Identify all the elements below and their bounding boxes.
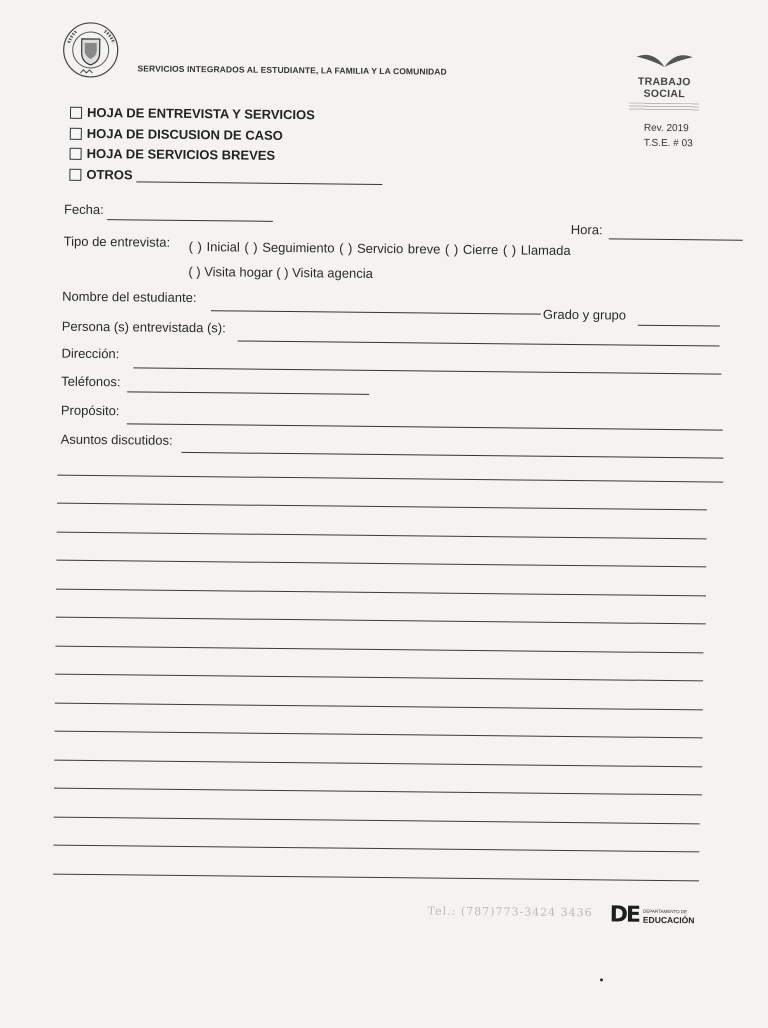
tipo-entrevista-label: Tipo de entrevista: (63, 233, 171, 250)
government-seal-icon (60, 21, 123, 80)
tipo-options-line1[interactable]: ( ) Inicial ( ) Seguimiento ( ) Servicio breve ( ) Cierre ( ) Llamada (188, 238, 571, 258)
department-small-label: DEPARTAMENTO DE (642, 908, 688, 914)
stray-mark (600, 978, 603, 981)
trabajo-social-logo (616, 50, 713, 111)
writing-line[interactable] (56, 560, 706, 568)
writing-line[interactable] (53, 845, 699, 853)
checkbox[interactable] (70, 107, 82, 119)
writing-line[interactable] (54, 788, 702, 796)
direccion-blank[interactable] (133, 353, 721, 374)
writing-line[interactable] (56, 617, 706, 625)
checkbox[interactable] (70, 127, 82, 139)
revision-label: Rev. 2019 (643, 122, 689, 135)
writing-line[interactable] (55, 731, 703, 739)
form-type-list (69, 103, 383, 188)
telefonos-label: Teléfonos: (61, 373, 121, 390)
grado-grupo-label: Grado y grupo (542, 306, 627, 323)
writing-line[interactable] (55, 674, 703, 682)
hora-blank[interactable] (609, 224, 743, 240)
revision-block (644, 121, 693, 152)
de-logo-mark: DE (609, 902, 640, 928)
proposito-blank[interactable] (127, 409, 723, 430)
department-text (643, 906, 695, 925)
asuntos-label: Asuntos discutidos: (60, 431, 173, 448)
wings-icon (635, 51, 695, 72)
writing-line[interactable] (57, 475, 723, 483)
asuntos-blank[interactable] (181, 438, 723, 459)
tipo-options-line2[interactable]: ( ) Visita hogar ( ) Visita agencia (188, 263, 373, 281)
nombre-estudiante-label: Nombre del estudiante: (62, 288, 197, 306)
logo-subtext-lines (629, 103, 699, 112)
form-type-label: HOJA DE ENTREVISTA Y SERVICIOS (86, 104, 315, 123)
hora-label: Hora: (570, 221, 603, 238)
form-code: T.S.E. # 03 (643, 137, 693, 150)
form-type-label: OTROS (86, 166, 133, 182)
writing-line[interactable] (53, 874, 699, 882)
checkbox[interactable] (69, 168, 81, 180)
persona-blank[interactable] (238, 327, 720, 347)
nombre-blank[interactable] (211, 296, 541, 314)
persona-entrevistada-label: Persona (s) entrevistada (s): (61, 318, 226, 336)
writing-line[interactable] (57, 532, 707, 540)
form-type-label: HOJA DE SERVICIOS BREVES (86, 145, 276, 163)
writing-line[interactable] (55, 646, 703, 654)
writing-line[interactable] (54, 760, 702, 768)
otros-blank[interactable] (137, 168, 383, 186)
direccion-label: Dirección: (61, 345, 120, 362)
telefonos-blank[interactable] (127, 377, 369, 395)
form-type-option[interactable] (69, 164, 382, 188)
form-type-label: HOJA DE DISCUSION DE CASO (86, 125, 283, 143)
footer-phone: Tel.: (787)773-3424 3436 (427, 904, 593, 920)
checkbox[interactable] (70, 148, 82, 160)
department-name: EDUCACIÓN (642, 914, 695, 925)
department-logo (610, 902, 695, 928)
writing-line[interactable] (57, 503, 707, 511)
writing-line[interactable] (54, 817, 700, 825)
grado-blank[interactable] (638, 311, 720, 327)
fecha-blank[interactable] (107, 205, 273, 222)
writing-line[interactable] (56, 589, 706, 597)
trabajo-social-text: TRABAJO SOCIAL (637, 75, 691, 101)
proposito-label: Propósito: (60, 402, 120, 419)
writing-line[interactable] (55, 703, 703, 711)
program-title: SERVICIOS INTEGRADOS AL ESTUDIANTE, LA FAMILIA Y LA COMUNIDAD (137, 63, 447, 77)
fecha-label: Fecha: (63, 201, 104, 218)
